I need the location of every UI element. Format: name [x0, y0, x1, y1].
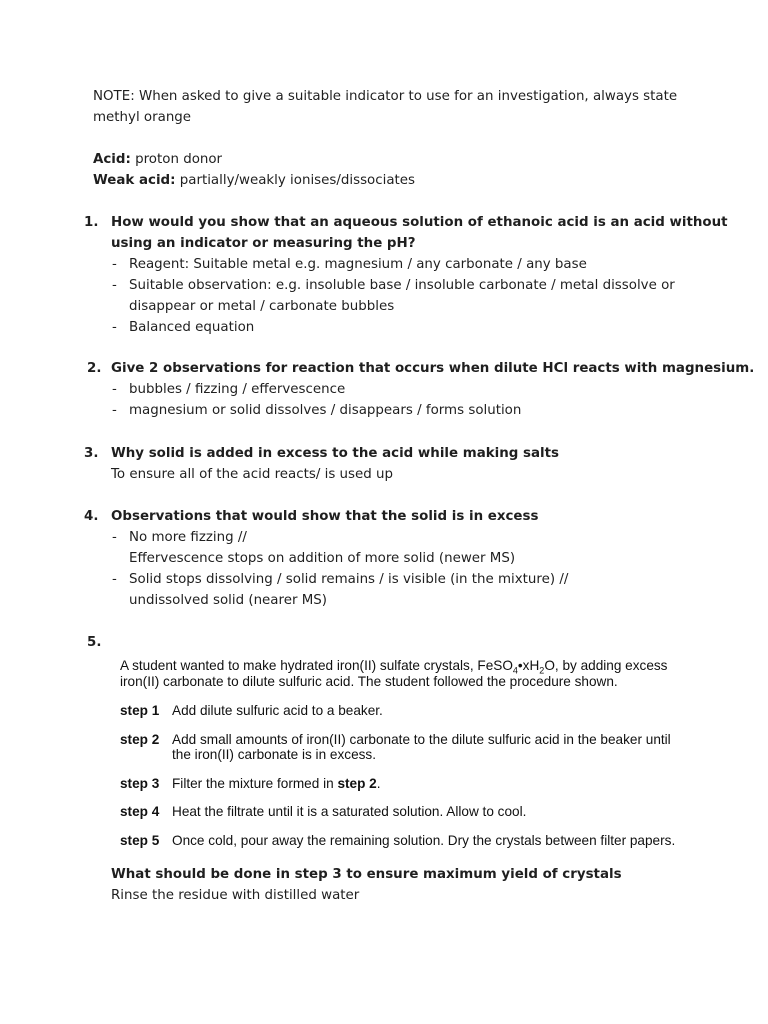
step-text: Heat the filtrate until it is a saturated solution. Allow to cool.: [172, 804, 527, 819]
bullet-item: - bubbles / fizzing / effervescence: [112, 382, 346, 397]
bullet-continuation: disappear or metal / carbonate bubbles: [129, 299, 395, 314]
exam-extract-image: [120, 658, 680, 861]
question-3: [84, 443, 738, 485]
question-title: Give 2 observations for reaction that occurs when dilute HCl reacts with magnesium.: [111, 361, 755, 376]
definition-term: Acid:: [93, 152, 131, 167]
exam-intro: [120, 658, 680, 689]
bullet-text: magnesium or solid dissolves / disappears / forms solution: [129, 403, 522, 418]
exam-step-5: [120, 833, 680, 849]
definition-acid: [93, 149, 708, 170]
exam-step-1: [120, 703, 680, 719]
definition-term: Weak acid:: [93, 173, 176, 188]
question-number: 2.: [87, 361, 102, 376]
step-label: step 2: [120, 731, 160, 747]
definitions: [93, 149, 708, 191]
question-2: [87, 358, 755, 421]
question-title-line-2: using an indicator or measuring the pH?: [111, 236, 416, 251]
bullet-continuation: Effervescence stops on addition of more solid (newer MS): [129, 551, 516, 566]
bullet-text: Balanced equation: [129, 320, 255, 335]
question-title-line-1: How would you show that an aqueous solution of ethanoic acid is an acid without: [111, 215, 728, 230]
note-line-2: methyl orange: [93, 110, 192, 125]
step-text: Add dilute sulfuric acid to a beaker.: [172, 703, 383, 718]
note-line-1: NOTE: When asked to give a suitable indicator to use for an investigation, always state: [93, 89, 678, 104]
step-text: Add small amounts of iron(II) carbonate to the dilute sulfuric acid in the beaker until the iron(II) carbonate is in excess.: [172, 731, 671, 762]
bullet-item: - Balanced equation: [112, 320, 255, 335]
bullet-text: Solid stops dissolving / solid remains / is visible (in the mixture) //: [129, 572, 569, 587]
step-label: step 1: [120, 703, 160, 718]
question-5-followup: [111, 864, 708, 906]
exam-intro-line-2: iron(II) carbonate to dilute sulfuric acid. The student followed the procedure shown.: [120, 673, 618, 689]
question-number: 3.: [84, 446, 99, 461]
question-number: 4.: [84, 509, 99, 524]
exam-intro-line-1: A student wanted to make hydrated iron(II) sulfate crystals, $FeSO_4•xH_2O$, by adding excess: [120, 658, 668, 676]
bullet-item: - Solid stops dissolving / solid remains / is visible (in the mixture) //: [112, 572, 569, 587]
question-1: [84, 212, 738, 338]
definition-weak-acid: [93, 170, 708, 191]
answer-text: Rinse the residue with distilled water: [111, 888, 360, 903]
definition-text: proton donor: [130, 152, 223, 167]
bullet-text: No more fizzing //: [129, 530, 247, 545]
question-title: Observations that would show that the solid is in excess: [111, 509, 539, 524]
exam-step-2: [120, 732, 680, 763]
answer-text: To ensure all of the acid reacts/ is used up: [111, 467, 393, 482]
question-title: What should be done in step 3 to ensure maximum yield of crystals: [111, 867, 622, 882]
step-label: step 4: [120, 804, 160, 819]
definition-text: partially/weakly ionises/dissociates: [175, 173, 415, 188]
step-text: Filter the mixture formed in step 2.: [172, 775, 381, 791]
bullet-item: - magnesium or solid dissolves / disappears / forms solution: [112, 403, 522, 418]
note-paragraph: [93, 86, 708, 128]
question-number: 5.: [87, 635, 102, 650]
exam-step-4: [120, 804, 680, 820]
bullet-text: bubbles / fizzing / effervescence: [129, 382, 346, 397]
step-label: step 5: [120, 832, 160, 848]
exam-step-3: [120, 776, 680, 792]
question-4: [84, 506, 738, 611]
step-label: step 3: [120, 775, 160, 791]
bullet-item: - Reagent: Suitable metal e.g. magnesium / any carbonate / any base: [112, 257, 587, 272]
bullet-text: Suitable observation: e.g. insoluble base / insoluble carbonate / metal dissolve or: [129, 278, 675, 293]
bullet-item: - Suitable observation: e.g. insoluble base / insoluble carbonate / metal dissolve or: [112, 278, 675, 293]
question-number: 1.: [84, 215, 99, 230]
bullet-text: Reagent: Suitable metal e.g. magnesium / any carbonate / any base: [129, 257, 587, 272]
bullet-item: - No more fizzing //: [112, 530, 247, 545]
bullet-continuation: undissolved solid (nearer MS): [129, 593, 327, 608]
question-title: Why solid is added in excess to the acid while making salts: [111, 446, 559, 461]
step-text: Once cold, pour away the remaining solution. Dry the crystals between filter papers.: [172, 832, 676, 848]
